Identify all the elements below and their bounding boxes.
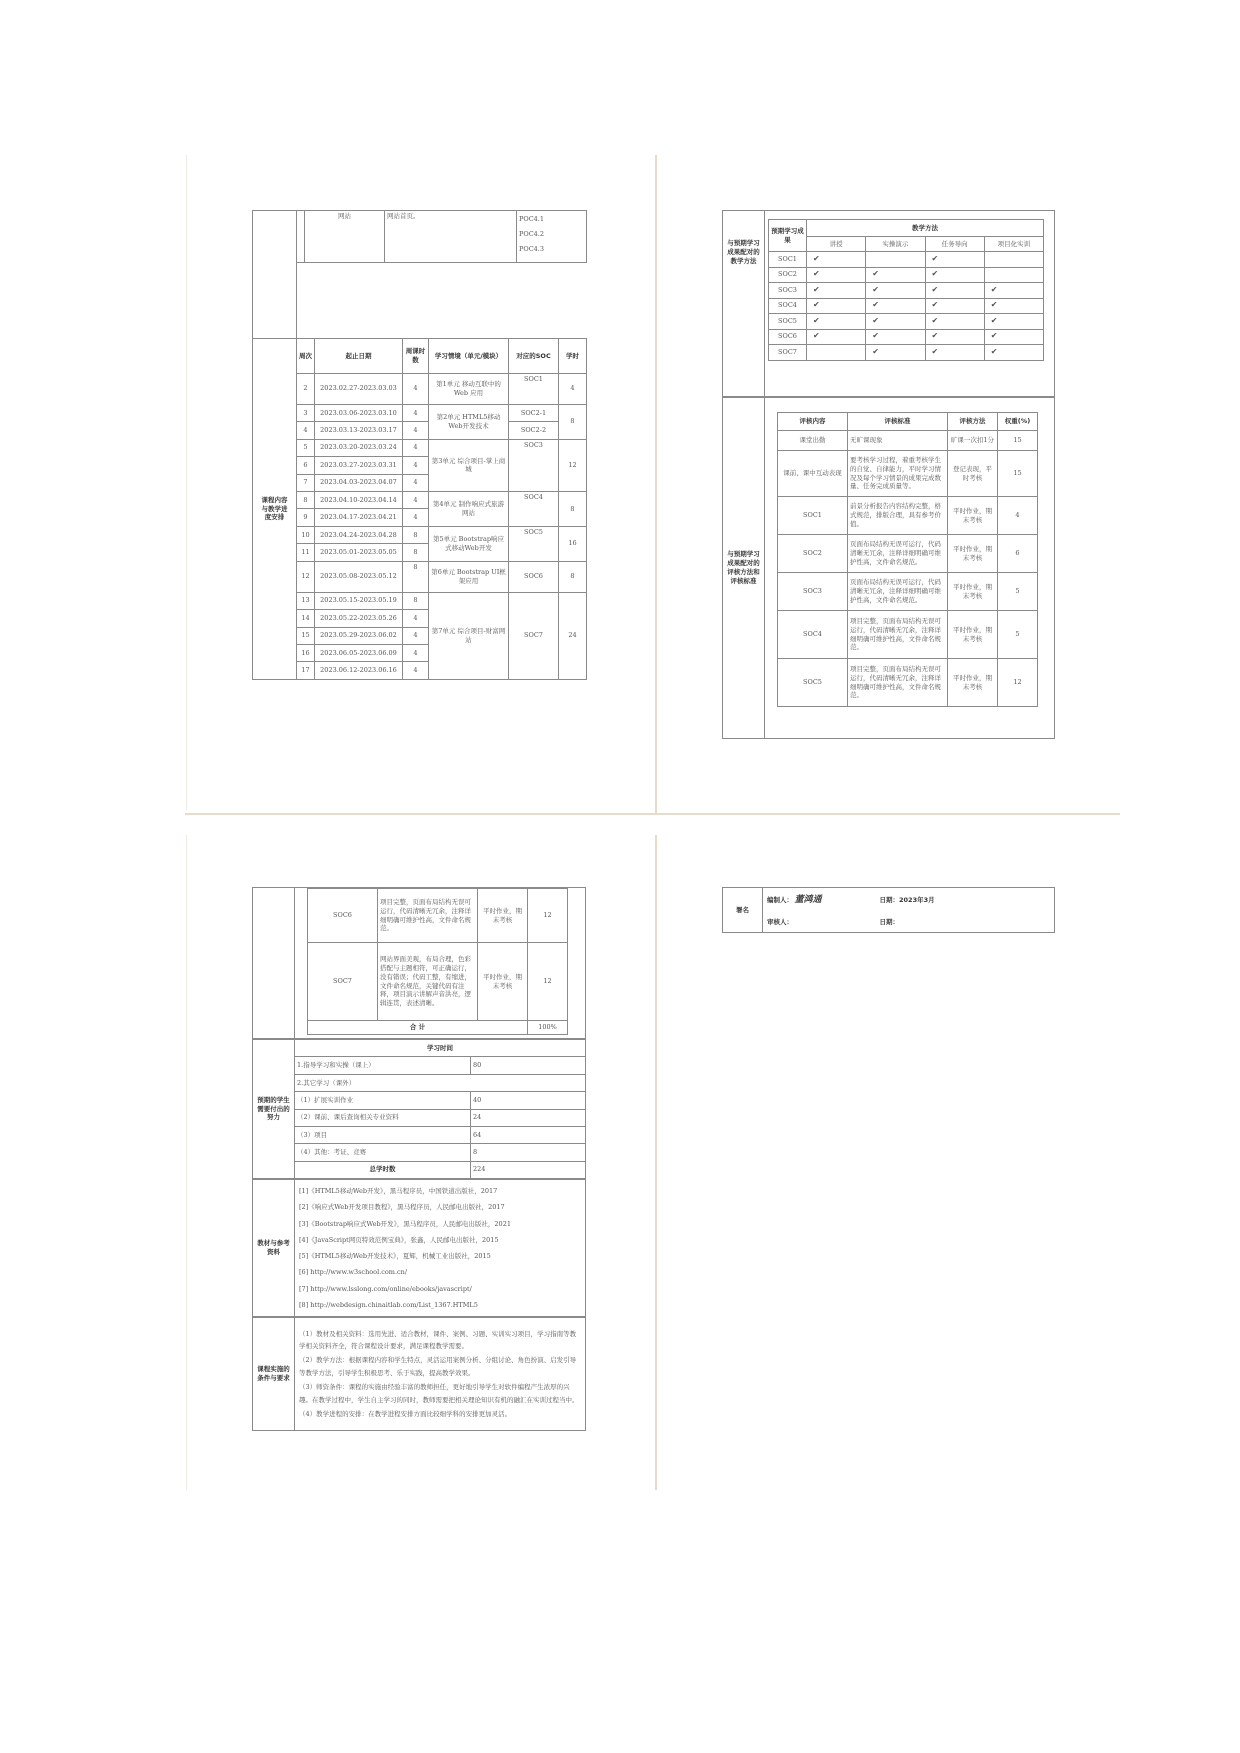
unit-hours-cell: 4 (559, 373, 587, 404)
week-cell: 5 (297, 439, 315, 456)
unit-hours-cell: 12 (559, 439, 587, 491)
assess-method: 平时作业，期末考核 (948, 535, 998, 573)
hours-cell: 8 (403, 561, 429, 592)
p2-methods-inner (768, 219, 1044, 361)
method-row-soc: SOC3 (769, 283, 807, 299)
header-soc: 对应的SOC (509, 339, 559, 374)
assess-row (778, 611, 1038, 659)
method-check-cell: ✔ (984, 283, 1043, 299)
assess-row (778, 431, 1038, 451)
method-row (769, 298, 1044, 314)
book-item: [5]《HTML5移动Web开发技术》，夏辉，机械工业出版社，2015 (299, 1252, 491, 1260)
header-outcomes: 预期学习成果 (769, 220, 807, 252)
hours-cell: 8 (403, 592, 429, 609)
date-cell: 2023.02.27-2023.03.03 (315, 373, 403, 404)
date-cell: 2023.04.17-2023.04.21 (315, 509, 403, 526)
unit-cell: 第4单元 制作响应式旅游网站 (429, 491, 509, 526)
method-row-soc: SOC6 (769, 329, 807, 345)
week-cell: 9 (297, 509, 315, 526)
effort-total-label: 总学时数 (295, 1161, 471, 1178)
method-check-cell: ✔ (984, 345, 1043, 361)
method-row (769, 329, 1044, 345)
week-cell: 15 (297, 627, 315, 644)
page-divider-vertical-top (655, 155, 657, 815)
method-check-cell: ✔ (866, 345, 925, 361)
effort-item: （1）扩展实训作业 (295, 1092, 471, 1109)
method-row (769, 252, 1044, 268)
method-row-soc: SOC4 (769, 298, 807, 314)
effort-item: （4）其他：考证、竞赛 (295, 1144, 471, 1161)
assess-weight: 4 (998, 497, 1038, 535)
method-check-cell: ✔ (807, 267, 866, 283)
unit-cell: 第3单元 综合项目-掌上商城 (429, 439, 509, 491)
week-cell: 14 (297, 610, 315, 627)
poc-item: POC4.2 (519, 229, 545, 238)
method-header: 实操演示 (866, 237, 925, 252)
p3-conditions-table (252, 1317, 586, 1431)
week-cell: 3 (297, 404, 315, 421)
p2-assess-label: 与预期学习成果配对的评核方法和评核标准 (723, 398, 765, 739)
editor-signature: 董鸿通 (793, 895, 824, 906)
assess-method: 平时作业，期末考核 (478, 889, 528, 943)
method-check-cell: ✔ (925, 345, 984, 361)
method-check-cell: ✔ (866, 314, 925, 330)
hours-cell: 4 (403, 644, 429, 661)
method-check-cell: ✔ (866, 329, 925, 345)
date-cell: 2023.04.03-2023.04.07 (315, 474, 403, 491)
book-item: [8] http://webdesign.chinaitlab.com/List_1367.HTML5 (299, 1300, 478, 1309)
method-check-cell (984, 267, 1043, 283)
method-check-cell: ✔ (925, 252, 984, 268)
date-cell: 2023.06.05-2023.06.09 (315, 644, 403, 661)
method-row (769, 314, 1044, 330)
soc-cell: SOC6 (509, 561, 559, 592)
week-cell: 6 (297, 457, 315, 474)
book-item: [4]《JavaScript网页特效范例宝典》，张鑫，人民邮电出版社，2015 (299, 1235, 499, 1244)
header-unit: 学习情境（单元/模块） (429, 339, 509, 374)
header-study-time: 学习时间 (295, 1040, 586, 1057)
p1-top-pocs (517, 211, 587, 263)
p1-section-label: 课程内容与教学进度安排 (253, 339, 297, 680)
method-check-cell: ✔ (984, 298, 1043, 314)
header-assess-standard: 评核标准 (848, 413, 948, 431)
method-header: 讲授 (807, 237, 866, 252)
soc-cell: SOC2-1 (509, 404, 559, 421)
p3-effort-label: 预期的学生需要付出的努力 (253, 1040, 295, 1179)
assess-method: 平时作业，期末考核 (948, 659, 998, 707)
book-item: [6] http://www.w3school.com.cn/ (299, 1268, 408, 1277)
p1-schedule-table (252, 338, 587, 680)
p2-assess-inner (777, 412, 1038, 707)
method-check-cell: ✔ (866, 267, 925, 283)
hours-cell: 4 (403, 422, 429, 439)
p1-top-label-cell (253, 211, 297, 339)
assess-row (778, 451, 1038, 497)
unit-hours-cell: 8 (559, 561, 587, 592)
assess-method: 旷课一次扣1分 (948, 431, 998, 451)
date-cell: 2023.04.10-2023.04.14 (315, 491, 403, 508)
method-check-cell: ✔ (807, 329, 866, 345)
p3-assess-inner (307, 888, 568, 1035)
method-check-cell: ✔ (807, 283, 866, 299)
condition-item: （2）教学方法：根据课程内容和学生特点，灵活运用案例分析、分组讨论、角色扮演、启发引导等教学方法，引导学生积极思考、乐于实践，提高教学效果。 (299, 1356, 577, 1377)
assess-row (308, 943, 568, 1021)
week-cell: 17 (297, 662, 315, 680)
unit-cell: 第6单元 Bootstrap UI框架应用 (429, 561, 509, 592)
p4-signature-label: 署名 (723, 888, 763, 933)
soc-cell: SOC3 (509, 439, 559, 491)
assess-weight: 6 (998, 535, 1038, 573)
editor-cell (763, 888, 878, 913)
assess-standard: 页面布局结构无误可运行，代码清晰无冗余，注释详细明确可维护性高，文件命名规范。 (848, 573, 948, 611)
book-item: [1]《HTML5移动Web开发》，黑马程序员，中国铁道出版社，2017 (299, 1187, 498, 1195)
method-row (769, 267, 1044, 283)
hours-cell: 4 (403, 627, 429, 644)
assess-content: SOC1 (778, 497, 848, 535)
assess-row (778, 659, 1038, 707)
date-cell: 2023.06.12-2023.06.16 (315, 662, 403, 680)
header-weekly-hours: 周课时数 (403, 339, 429, 374)
date2-label: 日期： (878, 913, 1055, 933)
assess-standard: 前景分析报告内容结构完整，格式规范，排版合理，具有参考价值。 (848, 497, 948, 535)
effort-total-value: 224 (471, 1161, 586, 1178)
week-cell: 12 (297, 561, 315, 592)
assess-total-value: 100% (528, 1021, 568, 1035)
assess-standard: 项目完整，页面布局结构无误可运行，代码清晰无冗余，注释详细明确可维护性高，文件命名规范。 (848, 611, 948, 659)
effort-item: （3）项目 (295, 1126, 471, 1143)
method-check-cell: ✔ (925, 314, 984, 330)
method-check-cell (984, 252, 1043, 268)
assess-method: 平时作业，期末考核 (478, 943, 528, 1021)
soc-cell: SOC7 (509, 592, 559, 679)
book-item: [3]《Bootstrap响应式Web开发》，黑马程序员，人民邮电出版社，2021 (299, 1219, 511, 1228)
header-hours: 学时 (559, 339, 587, 374)
method-check-cell: ✔ (866, 283, 925, 299)
assess-row (778, 573, 1038, 611)
method-check-cell (866, 252, 925, 268)
assess-content: SOC2 (778, 535, 848, 573)
condition-item: （1）教材及相关资料：选用先进、适合教材，课件、案例、习题、实训实习项目，学习指南等教学相关资料齐全，符合课程设计要求，满足课程教学需要。 (299, 1329, 577, 1351)
method-check-cell (807, 345, 866, 361)
week-cell: 16 (297, 644, 315, 661)
assess-method: 平时作业，期末考核 (948, 611, 998, 659)
assess-content: 课堂出勤 (778, 431, 848, 451)
method-row (769, 345, 1044, 361)
editor-label: 编制人： (767, 896, 793, 905)
date-cell: 2023.03.20-2023.03.24 (315, 439, 403, 456)
assess-weight: 12 (998, 659, 1038, 707)
soc-cell: SOC4 (509, 491, 559, 526)
book-item: [7] http://www.lsslong.com/online/ebooks/javascript/ (299, 1284, 472, 1293)
hours-cell: 4 (403, 610, 429, 627)
assess-weight: 15 (998, 451, 1038, 497)
date-cell: 2023.05.08-2023.05.12 (315, 561, 403, 592)
date-cell: 2023.03.06-2023.03.10 (315, 404, 403, 421)
p1-top-col2: 网站首页。 (385, 211, 517, 263)
assess-row (778, 497, 1038, 535)
method-check-cell: ✔ (984, 329, 1043, 345)
assess-weight: 15 (998, 431, 1038, 451)
header-week: 周次 (297, 339, 315, 374)
method-header: 项目化实训 (984, 237, 1043, 252)
poc-item: POC4.1 (519, 215, 545, 223)
assess-weight: 12 (528, 943, 568, 1021)
hours-cell: 8 (403, 526, 429, 543)
method-check-cell: ✔ (807, 314, 866, 330)
unit-cell: 第2单元 HTML5移动Web开发技术 (429, 404, 509, 439)
week-cell: 2 (297, 373, 315, 404)
unit-cell: 第5单元 Bootstrap响应式移动Web开发 (429, 526, 509, 561)
hours-cell: 8 (403, 544, 429, 561)
book-item: [2]《响应式Web开发项目教程》，黑马程序员，人民邮电出版社，2017 (299, 1203, 505, 1212)
method-row-soc: SOC5 (769, 314, 807, 330)
method-row-soc: SOC2 (769, 267, 807, 283)
p2-methods-table (722, 210, 1055, 397)
date-cell: 2023.03.13-2023.03.17 (315, 422, 403, 439)
method-check-cell: ✔ (925, 283, 984, 299)
header-assess-weight: 权重(%) (998, 413, 1038, 431)
assess-method: 登记表现，平时考核 (948, 451, 998, 497)
unit-hours-cell: 24 (559, 592, 587, 679)
method-check-cell: ✔ (925, 329, 984, 345)
date-cell: 2023.05.15-2023.05.19 (315, 592, 403, 609)
p3-effort-table (252, 1039, 586, 1179)
condition-item: （3）师资条件：课程的实施由经验丰富的教师担任，更好地引导学生对软件编程产生浓厚的兴趣。在教学过程中，学生自主学习的同时，教师需要把相关理论知识有机的融汇在实训过程当中。 (299, 1383, 579, 1404)
date-cell: 2023.03.27-2023.03.31 (315, 457, 403, 474)
page-divider-horizontal (185, 813, 1120, 815)
assess-content: SOC3 (778, 573, 848, 611)
assess-weight: 5 (998, 611, 1038, 659)
assess-standard: 网站界面美观，布局合理，色彩搭配与主题相符，可正确运行，没有错误；代码工整，有缩进，文件命名规范，关键代码有注释，项目演示讲解声音洪亮，逻辑连贯，表述清晰。 (378, 943, 478, 1021)
method-check-cell: ✔ (984, 314, 1043, 330)
unit-hours-cell: 8 (559, 404, 587, 439)
effort-value: 8 (471, 1144, 586, 1161)
header-methods: 教学方法 (807, 220, 1044, 237)
hours-cell: 4 (403, 439, 429, 456)
hours-cell: 4 (403, 373, 429, 404)
assess-standard: 项目完整，页面布局结构无误可运行，代码清晰无冗余，注释详细明确可维护性高，文件命名规范。 (848, 659, 948, 707)
header-date: 起止日期 (315, 339, 403, 374)
week-cell: 11 (297, 544, 315, 561)
p1-top-col1: 网站 (305, 211, 385, 263)
effort-value: 40 (471, 1092, 586, 1109)
unit-hours-cell: 8 (559, 491, 587, 526)
p2-assess-table (722, 397, 1055, 739)
method-row (769, 283, 1044, 299)
method-header: 任务导向 (925, 237, 984, 252)
assess-total-label: 合 计 (308, 1021, 528, 1035)
p2-methods-label: 与预期学习成果配对的教学方法 (723, 211, 765, 397)
header-assess-method: 评核方法 (948, 413, 998, 431)
p3-conditions-list (295, 1318, 586, 1431)
assess-standard: 要考核学习过程，着重考核学生的自觉、自律能力，平时学习情况及每个学习情景的成果完成数量、任务完成质量等。 (848, 451, 948, 497)
effort-item: （2）课前、课后查询相关专业资料 (295, 1109, 471, 1126)
p4-signature-table (722, 887, 1055, 933)
effort-value: 64 (471, 1126, 586, 1143)
date-cell: 2023.05.29-2023.06.02 (315, 627, 403, 644)
week-cell: 10 (297, 526, 315, 543)
p3-books-label: 教材与参考资料 (253, 1180, 295, 1317)
condition-item: （4）教学进程的安排：在教学进程安排方面比较细学科的安排更加灵活。 (299, 1409, 512, 1418)
page-edge-left-bottom (186, 835, 187, 1490)
method-row-soc: SOC7 (769, 345, 807, 361)
assess-method: 平时作业，期末考核 (948, 497, 998, 535)
assess-content: SOC6 (308, 889, 378, 943)
unit-hours-cell: 16 (559, 526, 587, 561)
assess-method: 平时作业，期末考核 (948, 573, 998, 611)
assess-standard: 无旷课现象 (848, 431, 948, 451)
method-check-cell: ✔ (807, 298, 866, 314)
method-check-cell: ✔ (807, 252, 866, 268)
date-label: 日期：2023年3月 (878, 888, 1055, 913)
assess-weight: 5 (998, 573, 1038, 611)
assess-standard: 项目完整，页面布局结构无误可运行，代码清晰无冗余，注释详细明确可维护性高，文件命名规范。 (378, 889, 478, 943)
effort-value: 80 (471, 1057, 586, 1074)
soc-cell: SOC5 (509, 526, 559, 561)
method-row-soc: SOC1 (769, 252, 807, 268)
effort-item: 2.其它学习（课外） (295, 1074, 586, 1091)
assess-content: 课前、课中互动表现 (778, 451, 848, 497)
hours-cell: 4 (403, 491, 429, 508)
assess-content: SOC7 (308, 943, 378, 1021)
week-cell: 4 (297, 422, 315, 439)
date-cell: 2023.05.01-2023.05.05 (315, 544, 403, 561)
hours-cell: 4 (403, 509, 429, 526)
assess-content: SOC4 (778, 611, 848, 659)
soc-cell: SOC2-2 (509, 422, 559, 439)
p3-books-table (252, 1179, 586, 1317)
hours-cell: 4 (403, 662, 429, 680)
week-cell: 8 (297, 491, 315, 508)
page-divider-vertical-bottom (655, 835, 657, 1490)
p3-books-list (295, 1180, 586, 1317)
p1-top-table (252, 210, 587, 339)
header-assess-content: 评核内容 (778, 413, 848, 431)
assess-row (308, 889, 568, 943)
hours-cell: 4 (403, 474, 429, 491)
soc-cell: SOC1 (509, 373, 559, 404)
page-edge-left-top (186, 155, 187, 810)
week-cell: 7 (297, 474, 315, 491)
assess-content: SOC5 (778, 659, 848, 707)
date-cell: 2023.04.24-2023.04.28 (315, 526, 403, 543)
assess-weight: 12 (528, 889, 568, 943)
hours-cell: 4 (403, 457, 429, 474)
date-cell: 2023.05.22-2023.05.26 (315, 610, 403, 627)
assess-standard: 页面布局结构无误可运行，代码清晰无冗余，注释详细明确可维护性高，文件命名规范。 (848, 535, 948, 573)
unit-cell: 第1单元 移动互联中的 Web 应用 (429, 373, 509, 404)
method-check-cell: ✔ (925, 267, 984, 283)
method-check-cell: ✔ (866, 298, 925, 314)
reviewer-label: 审核人： (763, 913, 878, 933)
week-cell: 13 (297, 592, 315, 609)
assess-row (778, 535, 1038, 573)
hours-cell: 4 (403, 404, 429, 421)
effort-value: 24 (471, 1109, 586, 1126)
p3-conditions-label: 课程实施的条件与要求 (253, 1318, 295, 1431)
method-check-cell: ✔ (925, 298, 984, 314)
p3-assess-cont-table (252, 887, 586, 1039)
effort-item: 1.指导学习和实操（课上） (295, 1057, 471, 1074)
unit-cell: 第7单元 综合项目-财富网站 (429, 592, 509, 679)
poc-item: POC4.3 (519, 244, 545, 253)
